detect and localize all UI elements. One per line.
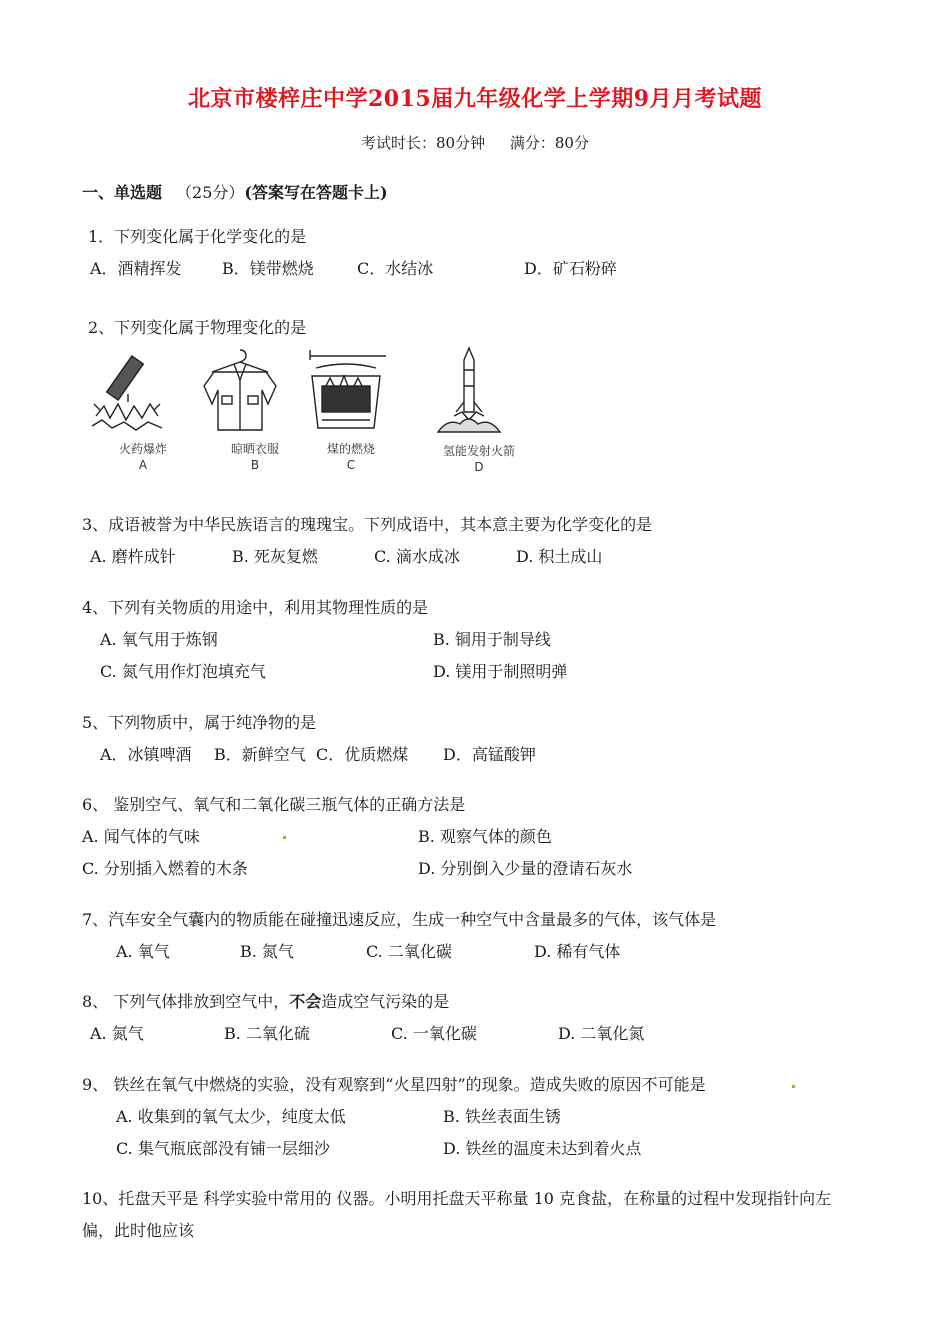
section-points: （25分） — [176, 183, 245, 202]
q3-option-a: A. 磨杵成针 — [90, 547, 176, 566]
question-2-stem: 2、下列变化属于物理变化的是 — [88, 318, 307, 337]
q9-option-b: B. 铁丝表面生锈 — [443, 1107, 561, 1126]
q8-option-c: C. 一氧化碳 — [391, 1024, 477, 1043]
q1-option-a: A．酒精挥发 — [90, 259, 182, 278]
q8-option-b: B. 二氧化硫 — [224, 1024, 310, 1043]
q9-option-a: A. 收集到的氧气太少，纯度太低 — [116, 1107, 346, 1126]
q9-option-d: D. 铁丝的温度未达到着火点 — [443, 1139, 642, 1158]
question-4-stem: 4、下列有关物质的用途中，利用其物理性质的是 — [82, 598, 429, 617]
figure-b-label: 晾晒衣服 — [230, 442, 279, 456]
q7-option-a: A. 氧气 — [116, 942, 170, 961]
figure-b-letter: B — [250, 458, 260, 472]
shirt-on-hanger-icon — [200, 346, 280, 434]
q8-option-d: D. 二氧化氮 — [558, 1024, 645, 1043]
q3-option-b: B. 死灰复燃 — [232, 547, 318, 566]
q3-option-d: D. 积土成山 — [516, 547, 603, 566]
q1-option-c: C．水结冰 — [357, 259, 434, 278]
q5-option-a: A．冰镇啤酒 — [100, 745, 192, 764]
q4-option-a: A. 氧气用于炼钢 — [100, 630, 218, 649]
rocket-launch-icon — [424, 346, 514, 438]
q9-option-c: C. 集气瓶底部没有铺一层细沙 — [116, 1139, 330, 1158]
q4-option-c: C. 氮气用作灯泡填充气 — [100, 662, 266, 681]
figure-a-letter: A — [138, 458, 148, 472]
figure-coal-burning — [296, 346, 406, 476]
q8-stem-part2: 造成空气污染的是 — [321, 992, 450, 1011]
question-10-stem-line2: 偏，此时他应该 — [82, 1221, 195, 1240]
question-9-stem: 9、 铁丝在氧气中燃烧的实验，没有观察到“火星四射”的现象。造成失败的原因不可能是 — [82, 1075, 706, 1094]
page-title: 北京市楼梓庄中学2015届九年级化学上学期9月月考试题 — [187, 86, 763, 112]
question-1-stem: 1．下列变化属于化学变化的是 — [88, 227, 307, 246]
q6-option-b: B. 观察气体的颜色 — [418, 827, 552, 846]
section-label: 一、单选题 — [82, 183, 163, 202]
figure-gunpowder-explosion — [88, 346, 198, 476]
speck-mark — [792, 1085, 795, 1088]
figure-a-label: 火药爆炸 — [118, 442, 167, 456]
question-5-stem: 5、下列物质中，属于纯净物的是 — [82, 713, 317, 732]
figure-c-letter: C — [346, 458, 356, 472]
exam-info — [0, 132, 950, 153]
section-note: (答案写在答题卡上) — [244, 183, 388, 202]
figure-d-label: 氢能发射火箭 — [442, 444, 515, 458]
q1-option-b: B．镁带燃烧 — [222, 259, 314, 278]
q5-option-c: C．优质燃煤 — [316, 745, 409, 764]
question-8-stem — [82, 989, 449, 1012]
figure-hydrogen-rocket — [424, 346, 534, 476]
question-3-stem: 3、成语被誉为中华民族语言的瑰瑰宝。下列成语中，其本意主要为化学变化的是 — [82, 515, 653, 534]
q5-option-d: D．高锰酸钾 — [443, 745, 536, 764]
question-10-stem-line1: 10、托盘天平是 科学实验中常用的 仪器。小明用托盘天平称量 10 克食盐，在称量的过程中发现指针向左 — [82, 1189, 832, 1208]
figure-drying-clothes — [200, 346, 310, 476]
q5-option-b: B．新鲜空气 — [214, 745, 306, 764]
q4-option-b: B. 铜用于制导线 — [433, 630, 551, 649]
figure-d-letter: D — [474, 460, 484, 474]
q7-option-b: B. 氮气 — [240, 942, 294, 961]
speck-mark — [283, 836, 286, 839]
q6-option-d: D. 分别倒入少量的澄请石灰水 — [418, 859, 633, 878]
question-6-stem: 6、 鉴别空气、氧气和二氧化碳三瓶气体的正确方法是 — [82, 795, 466, 814]
coal-stove-icon — [296, 346, 396, 434]
q6-option-c: C. 分别插入燃着的木条 — [82, 859, 248, 878]
q8-stem-part1: 8、 下列气体排放到空气中， — [82, 992, 290, 1011]
explosion-icon — [88, 346, 168, 434]
q6-option-a: A. 闻气体的气味 — [82, 827, 200, 846]
q3-option-c: C. 滴水成冰 — [374, 547, 460, 566]
section-heading — [82, 180, 388, 203]
q7-option-c: C. 二氧化碳 — [366, 942, 452, 961]
question-7-stem: 7、汽车安全气囊内的物质能在碰撞迅速反应，生成一种空气中含量最多的气体，该气体是 — [82, 910, 717, 929]
exam-duration: 考试时长：80分钟 — [361, 134, 486, 152]
q1-option-d: D．矿石粉碎 — [524, 259, 617, 278]
q4-option-d: D. 镁用于制照明弹 — [433, 662, 568, 681]
q7-option-d: D. 稀有气体 — [534, 942, 621, 961]
q8-stem-emphasis: 不会 — [289, 992, 322, 1011]
figure-c-label: 煤的燃烧 — [326, 442, 375, 456]
exam-full-score: 满分：80分 — [509, 134, 589, 152]
q8-option-a: A. 氮气 — [90, 1024, 144, 1043]
